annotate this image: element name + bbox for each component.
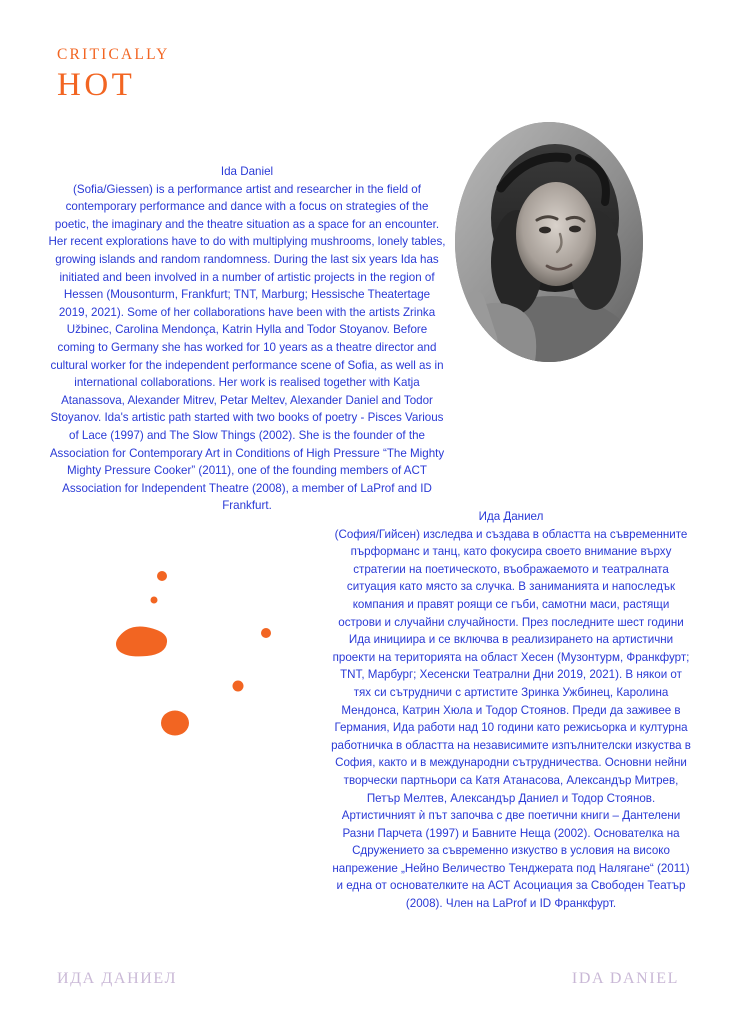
bio-body-bulgarian: (София/Гийсен) изследва и създава в областта на съвременните пърформанс и танц, като фокусира своето внимание върху стратегии на поетическото, въображаемото и театралната ситуация като място за случка. В занимaнията и напоследък компания и правят роящи се гъби, самотни маси, растящи острови и случайни случайности. През последните шест години Ида инициира и се включва в реализирането на артистични проекти на територията на област Хесен (Музонтурм, Франкфурт; TNT, Марбург; Хесенски Театрални Дни 2019, 2021). В някои от тях си сътрудничи с артистите Зринка Ужбинец, Каролина Мендонса, Катрин Хюла и Тодор Стоянов. Преди да заживее в Германия, Ида работи над 10 години като режисьорка и културна работничка в областта на независимите изпълнителски изкуства в София, както и в международни сътрудничества. Основни нейни творчески партньори са Катя Атанасова, Александър Митрев, Петър Мелтев, Александър Даниел и Тодор Стоянов. Артистичният ѝ път започва с две поетични книги – Дантелени Разни Парчета (1997) и Бавните Неща (2002). Основателка на Сдружението за съвременно изкуство в условия на високо напрежение „Нейно Величество Тенджерата под Налягане“ (2011) и една от основателките на АСТ Асоциация за Свободен Театър (2008). Член на LaProf и ID Франкфурт. xyxy=(331,527,691,911)
bio-name-english: Ida Daniel xyxy=(220,165,274,178)
footer-name-english: IDA DANIEL xyxy=(571,970,679,987)
bio-text-english xyxy=(48,163,446,515)
brand-logo-line-2: HOT xyxy=(57,66,136,103)
portrait-photo xyxy=(455,122,643,362)
brand-logo xyxy=(57,47,170,102)
bio-body-english: (Sofia/Giessen) is a performance artist and researcher in the field of contemporary performance and dance with a focus on strategies of the poetic, the imaginary and the theatre situation as a space for an encounter. Her recent explorations have to do with multiplying mushrooms, lonely tables, growing islands and random randomness. During the last six years Ida has initiated and been involved in a number of artistic projects in the region of Hessen (Mousonturm, Frankfurt; TNT, Marburg; Hessische Theatertage 2019, 2021). Some of her collaborations have been with the artists Zrinka Užbinec, Carolina Mendonça, Katrin Hylla and Todor Stoyanov. Before coming to Germany she has worked for 10 years as a theatre director and cultural worker for the independent performance scene of Sofia, as well as in international collaborations. Her work is realised together with Katja Atanassova, Alexander Mitrev, Petar Meltev, Alexander Daniel and Todor Stoyanov. Ida's artistic path started with two books of poetry - Pisces Various of Lace (1997) and The Slow Things (2002). She is the founder of the Association for Contemporary Art in Conditions of High Pressure “The Mighty Mighty Pressure Cooker” (2011), one of the founding members of ACT Association for Independent Theatre (2008), a member of LaProf and ID Frankfurt. xyxy=(48,182,446,513)
brand-logo-line-1: CRITICALLY xyxy=(57,46,170,63)
decorative-orange-blobs xyxy=(110,555,330,755)
bio-name-bulgarian: Ида Даниел xyxy=(478,510,544,523)
footer-name-bulgarian: ИДА ДАНИЕЛ xyxy=(57,970,178,987)
bio-text-bulgarian xyxy=(330,508,692,913)
